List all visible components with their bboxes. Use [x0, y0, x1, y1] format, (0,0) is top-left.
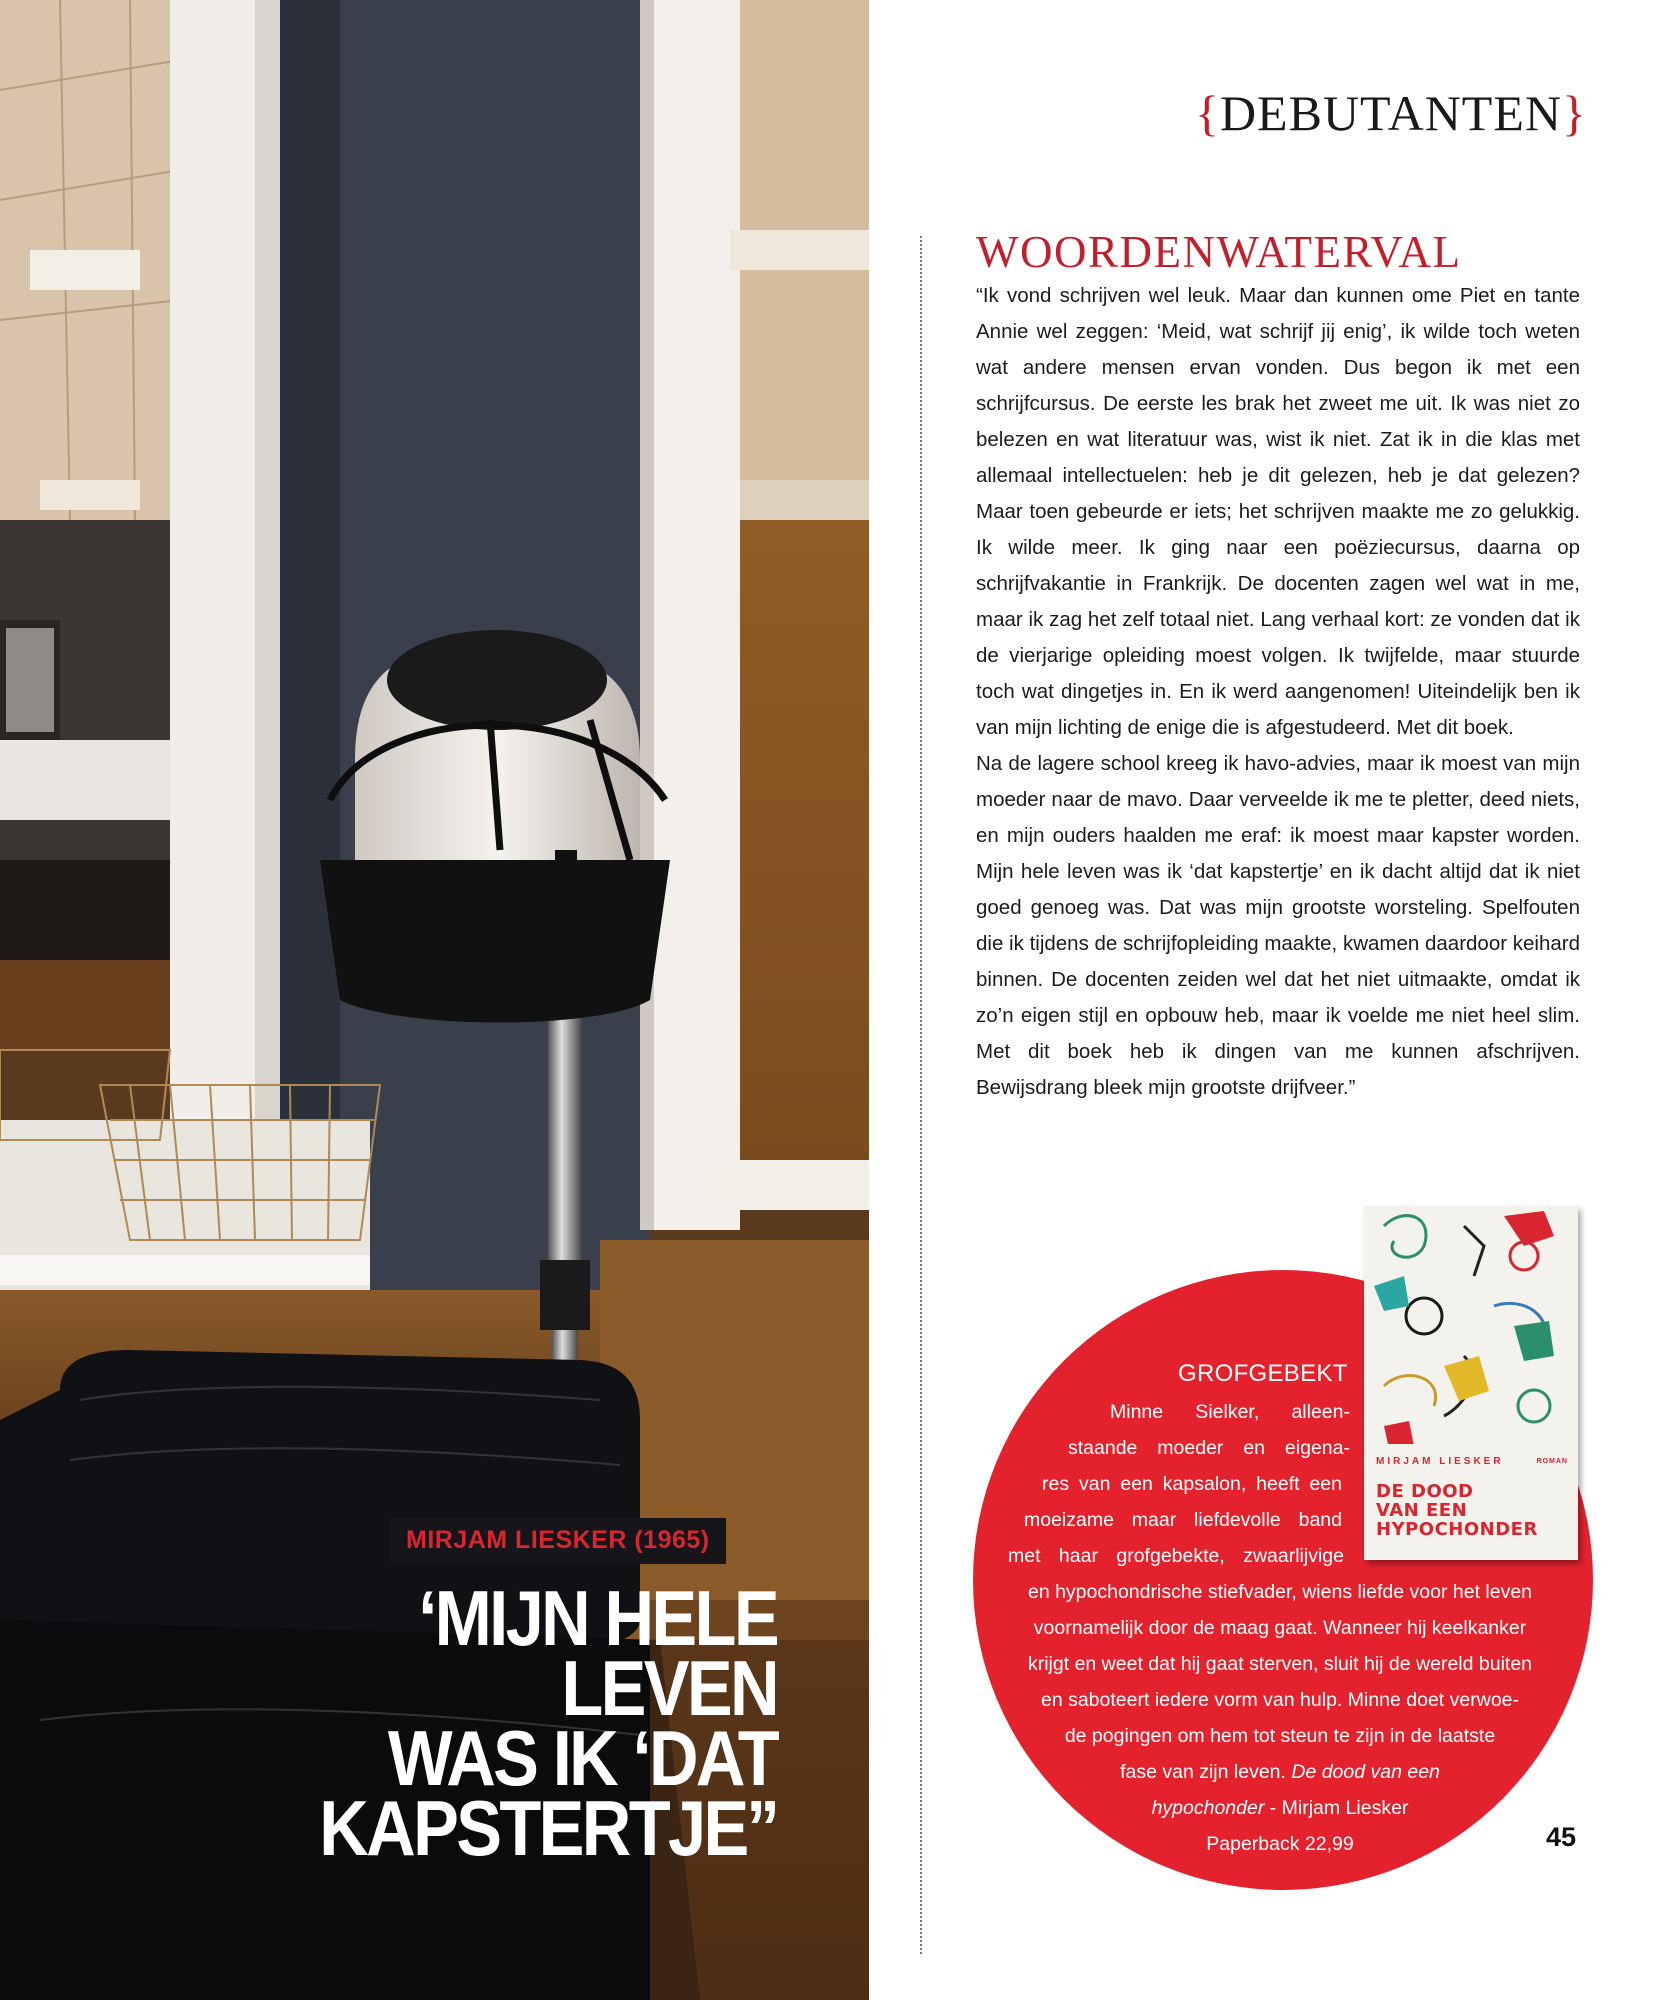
book-box-line: moeizame maar liefdevolle band	[1024, 1509, 1342, 1531]
article-paragraph: Na de lagere school kreeg ik havo-advies, maar ik moest van mijn moeder naar de mavo. Daar verveelde ik me te pletter, deed niets, en mijn ouders haalden me eraf: ik moest maar kapster worden. Mijn hele leven was ik ‘dat kapstertje’ en ik dacht altijd dat ik niet goed genoeg was. Dat was mijn grootste worsteling. Spelfouten die ik tijdens de schrijfopleiding maakte, kwamen daardoor keihard binnen. De docenten zeiden wel dat het niet uitmaakte, omdat ik zo’n eigen stijl en opbouw heb, maar ik voelde me niet heel slim. Met dit boek heb ik dingen van me kunnen afschrijven. Bewijsdrang bleek mijn grootste drijfveer.”	[976, 752, 1580, 1099]
book-cover-author: MIRJAM LIESKER	[1376, 1456, 1504, 1467]
book-cover-title	[1376, 1482, 1538, 1539]
book-cover-genre: ROMAN	[1536, 1458, 1568, 1465]
book-box-line: en hypochondrische stiefvader, wiens liefde voor het leven	[1027, 1581, 1533, 1603]
book-box-line: krijgt en weet dat hij gaat sterven, sluit hij de wereld buiten	[1027, 1653, 1533, 1675]
article-title: WOORDENWATERVAL	[976, 227, 1462, 277]
section-open-brace: {	[1194, 85, 1220, 141]
book-title-italic: hypochonder	[1151, 1797, 1265, 1819]
book-box-line: Minne Sielker, alleen-	[1110, 1401, 1350, 1423]
headline-line: KAPSTERTJE’’	[319, 1784, 777, 1872]
book-cover-title-line: DE DOOD	[1376, 1481, 1474, 1502]
book-box-line: staande moeder en eigena-	[1068, 1437, 1350, 1459]
book-box-line	[1000, 1790, 1560, 1826]
book-cover	[1364, 1206, 1578, 1560]
book-box-line	[1000, 1754, 1560, 1790]
article-body	[976, 278, 1580, 1106]
book-box-line: de pogingen om hem tot steun te zijn in de laatste	[1064, 1725, 1496, 1747]
book-cover-title-line: HYPOCHONDER	[1376, 1519, 1538, 1540]
book-cover-title-line: VAN EEN	[1376, 1500, 1468, 1521]
headline-line: LEVEN	[561, 1644, 777, 1732]
page-number: 45	[1546, 1822, 1577, 1852]
section-label-text: DEBUTANTEN	[1219, 85, 1562, 141]
headline-quote	[284, 1574, 777, 1872]
book-box-line: met haar grofgebekte, zwaarlijvige	[1008, 1545, 1344, 1567]
book-box-line-text: fase van zijn leven.	[1120, 1761, 1286, 1783]
section-close-brace: }	[1562, 85, 1587, 141]
headline-line: ‘MIJN HELE	[418, 1574, 777, 1662]
book-box-line: res van een kapsalon, heeft een	[1042, 1473, 1342, 1495]
headline-line: WAS IK ‘DAT	[387, 1714, 777, 1802]
book-box-line: voornamelijk door de maag gaat. Wanneer hij keelkanker	[1033, 1617, 1527, 1639]
book-box-line: en saboteert iedere vorm van hulp. Minne doet verwoe-	[1040, 1689, 1520, 1711]
article-paragraph: “Ik vond schrijven wel leuk. Maar dan kunnen ome Piet en tante Annie wel zeggen: ‘Meid, wat schrijf jij enig’, ik wilde toch weten wat andere mensen ervan vonden. Dus begon ik met een schrijfcursus. De eerste les brak het zweet me uit. Ik was niet zo belezen en wat literatuur was, wist ik niet. Zat ik in die klas met allemaal intellectuelen: heb je dit gelezen, heb je dat gelezen? Maar toen gebeurde er iets; het schrijven maakte me zo gelukkig. Ik wilde meer. Ik ging naar een poëziecursus, daarna op schrijfvakantie in Frankrijk. De docenten zagen wel wat in me, maar ik zag het zelf totaal niet. Lang verhaal kort: ze vonden dat ik de vierjarige opleiding moest volgen. Ik twijfelde, maar stuurde toch wat dingetjes in. En ik werd aangenomen! Uiteindelijk ben ik van mijn lichting de enige die is afgestudeerd. Met dit boek.	[976, 284, 1580, 739]
book-price: Paperback 22,99	[1206, 1833, 1354, 1855]
book-author-credit: - Mirjam Liesker	[1264, 1797, 1409, 1819]
book-box-heading: GROFGEBEKT	[1178, 1360, 1348, 1387]
book-title-italic: De dood van een	[1291, 1761, 1440, 1783]
author-name-tag: MIRJAM LIESKER (1965)	[390, 1518, 726, 1564]
column-divider	[920, 236, 922, 1954]
section-label	[1195, 84, 1587, 142]
